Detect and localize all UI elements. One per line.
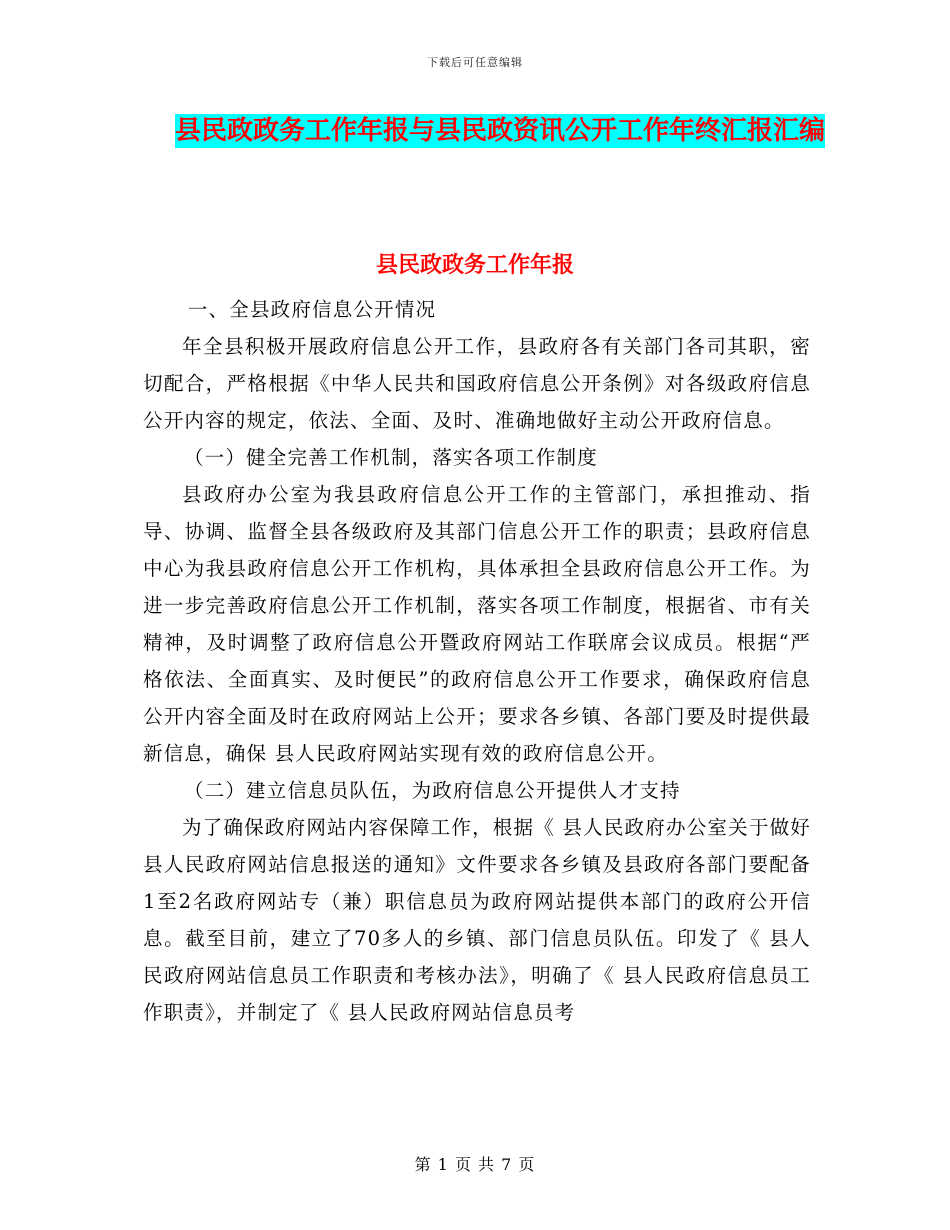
- heading-paragraph: 一、全县政府信息公开情况: [187, 298, 437, 321]
- page-header-note: 下载后可任意编辑: [427, 56, 523, 69]
- document-body: [143, 291, 811, 1031]
- section-title: 县民政政务工作年报: [375, 253, 574, 278]
- page-number: 第 1 页 共 7 页: [414, 1155, 536, 1174]
- subheading-paragraph: （一）健全完善工作机制，落实各项工作制度: [183, 446, 598, 469]
- body-paragraph: 县政府办公室为我县政府信息公开工作的主管部门，承担推动、指导、协调、监督全县各级政府及其部门信息公开工作的职责；县政府信息中心为我县政府信息公开工作机构，具体承担全县政府信息公开工作。为进一步完善政府信息公开工作机制，落实各项工作制度，根据省、市有关精神，及时调整了政府信息公开暨政府网站工作联席会议成员。根据“严格依法、全面真实、及时便民”的政府信息公开工作要求，确保政府信息公开内容全面及时在政府网站上公开；要求各乡镇、各部门要及时提供最新信息，确保 县人民政府网站实现有效的政府信息公开。: [143, 483, 811, 765]
- document-title: [150, 108, 850, 154]
- subheading-paragraph: （二）建立信息员队伍，为政府信息公开提供人才支持: [183, 779, 681, 802]
- body-paragraph: 为了确保政府网站内容保障工作，根据《 县人民政府办公室关于做好 县人民政府网站信息报送的通知》文件要求各乡镇及县政府各部门要配备1至2名政府网站专（兼）职信息员为政府网站提供本部门的政府公开信息。截至目前，建立了70多人的乡镇、部门信息员队伍。印发了《 县人民政府网站信息员工作职责和考核办法》，明确了《 县人民政府信息员工作职责》，并制定了《 县人民政府网站信息员考: [143, 816, 811, 1024]
- document-title-text: 县民政政务工作年报与县民政资讯公开工作年终汇报汇编: [174, 116, 825, 146]
- body-paragraph: 年全县积极开展政府信息公开工作，县政府各有关部门各司其职，密切配合，严格根据《中华人民共和国政府信息公开条例》对各级政府信息公开内容的规定，依法、全面、及时、准确地做好主动公开政府信息。: [143, 335, 811, 432]
